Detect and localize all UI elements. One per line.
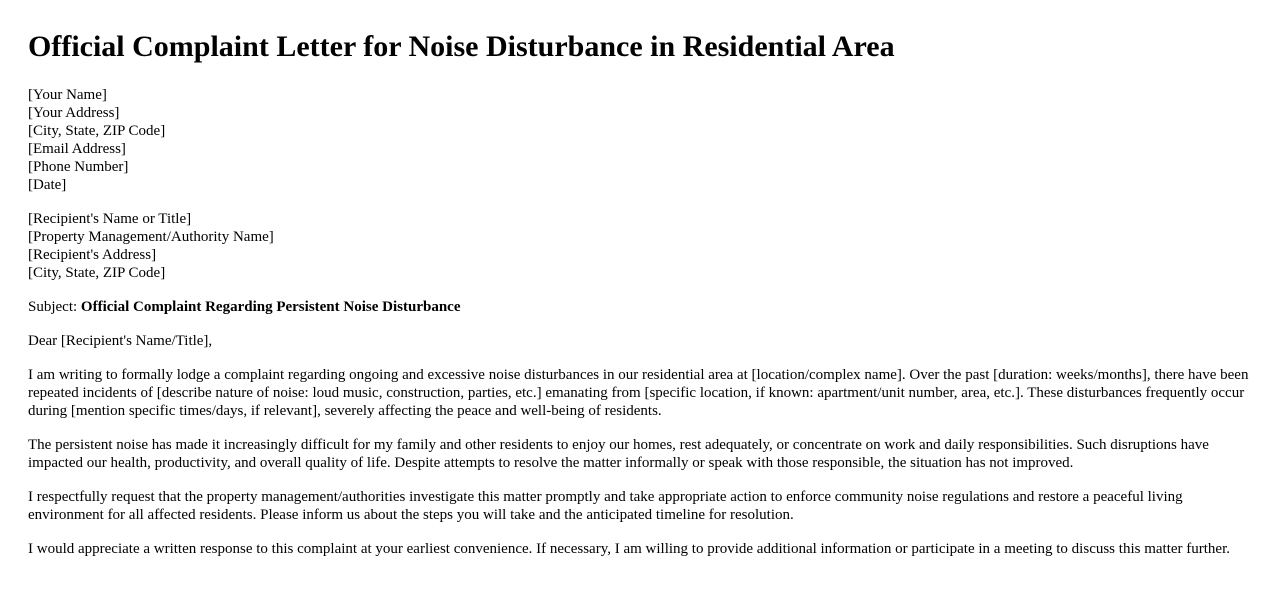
letter-date: [Date] bbox=[28, 177, 67, 193]
subject-text: Official Complaint Regarding Persistent Noise Disturbance bbox=[80, 299, 461, 315]
sender-city-state-zip: [City, State, ZIP Code] bbox=[28, 123, 166, 139]
body-paragraph: I am writing to formally lodge a complaint regarding ongoing and excessive noise disturbances in our residential area at [location/complex name]. Over the past [duration: weeks/months], there have been repeated incidents of [describe nature of noise: loud music, construction, parties, etc.] emanating from [specific location, if known: apartment/unit number, area, etc.]. These disturbances frequently occur during [mention specific times/days, if relevant], severely affecting the peace and well-being of residents. bbox=[28, 367, 1249, 419]
subject-label: Subject: bbox=[28, 299, 78, 315]
recipient-address: [Recipient's Address] bbox=[28, 247, 157, 263]
salutation: Dear [Recipient's Name/Title], bbox=[28, 333, 213, 349]
recipient-address-block bbox=[28, 210, 1250, 282]
recipient-organization: [Property Management/Authority Name] bbox=[28, 229, 274, 245]
body-paragraph: I respectfully request that the property management/authorities investigate this matter promptly and take appropriate action to enforce community noise regulations and restore a peaceful living environment for all affected residents. Please inform us about the steps you will take and the anticipated timeline for resolution. bbox=[28, 489, 1183, 523]
page-title: Official Complaint Letter for Noise Disturbance in Residential Area bbox=[28, 30, 895, 63]
sender-address: [Your Address] bbox=[28, 105, 120, 121]
subject-line bbox=[28, 298, 1250, 316]
body-paragraph: I would appreciate a written response to this complaint at your earliest convenience. If necessary, I am willing to provide additional information or participate in a meeting to discuss this matter further. bbox=[28, 541, 1230, 557]
sender-email: [Email Address] bbox=[28, 141, 126, 157]
recipient-city-state-zip: [City, State, ZIP Code] bbox=[28, 265, 166, 281]
sender-address-block bbox=[28, 86, 1250, 194]
sender-phone: [Phone Number] bbox=[28, 159, 129, 175]
body-paragraph: The persistent noise has made it increasingly difficult for my family and other residents to enjoy our homes, rest adequately, or concentrate on work and daily responsibilities. Such disruptions have impacted our health, productivity, and overall quality of life. Despite attempts to resolve the matter informally or speak with those responsible, the situation has not improved. bbox=[28, 437, 1209, 471]
recipient-name: [Recipient's Name or Title] bbox=[28, 211, 192, 227]
sender-name: [Your Name] bbox=[28, 87, 107, 103]
